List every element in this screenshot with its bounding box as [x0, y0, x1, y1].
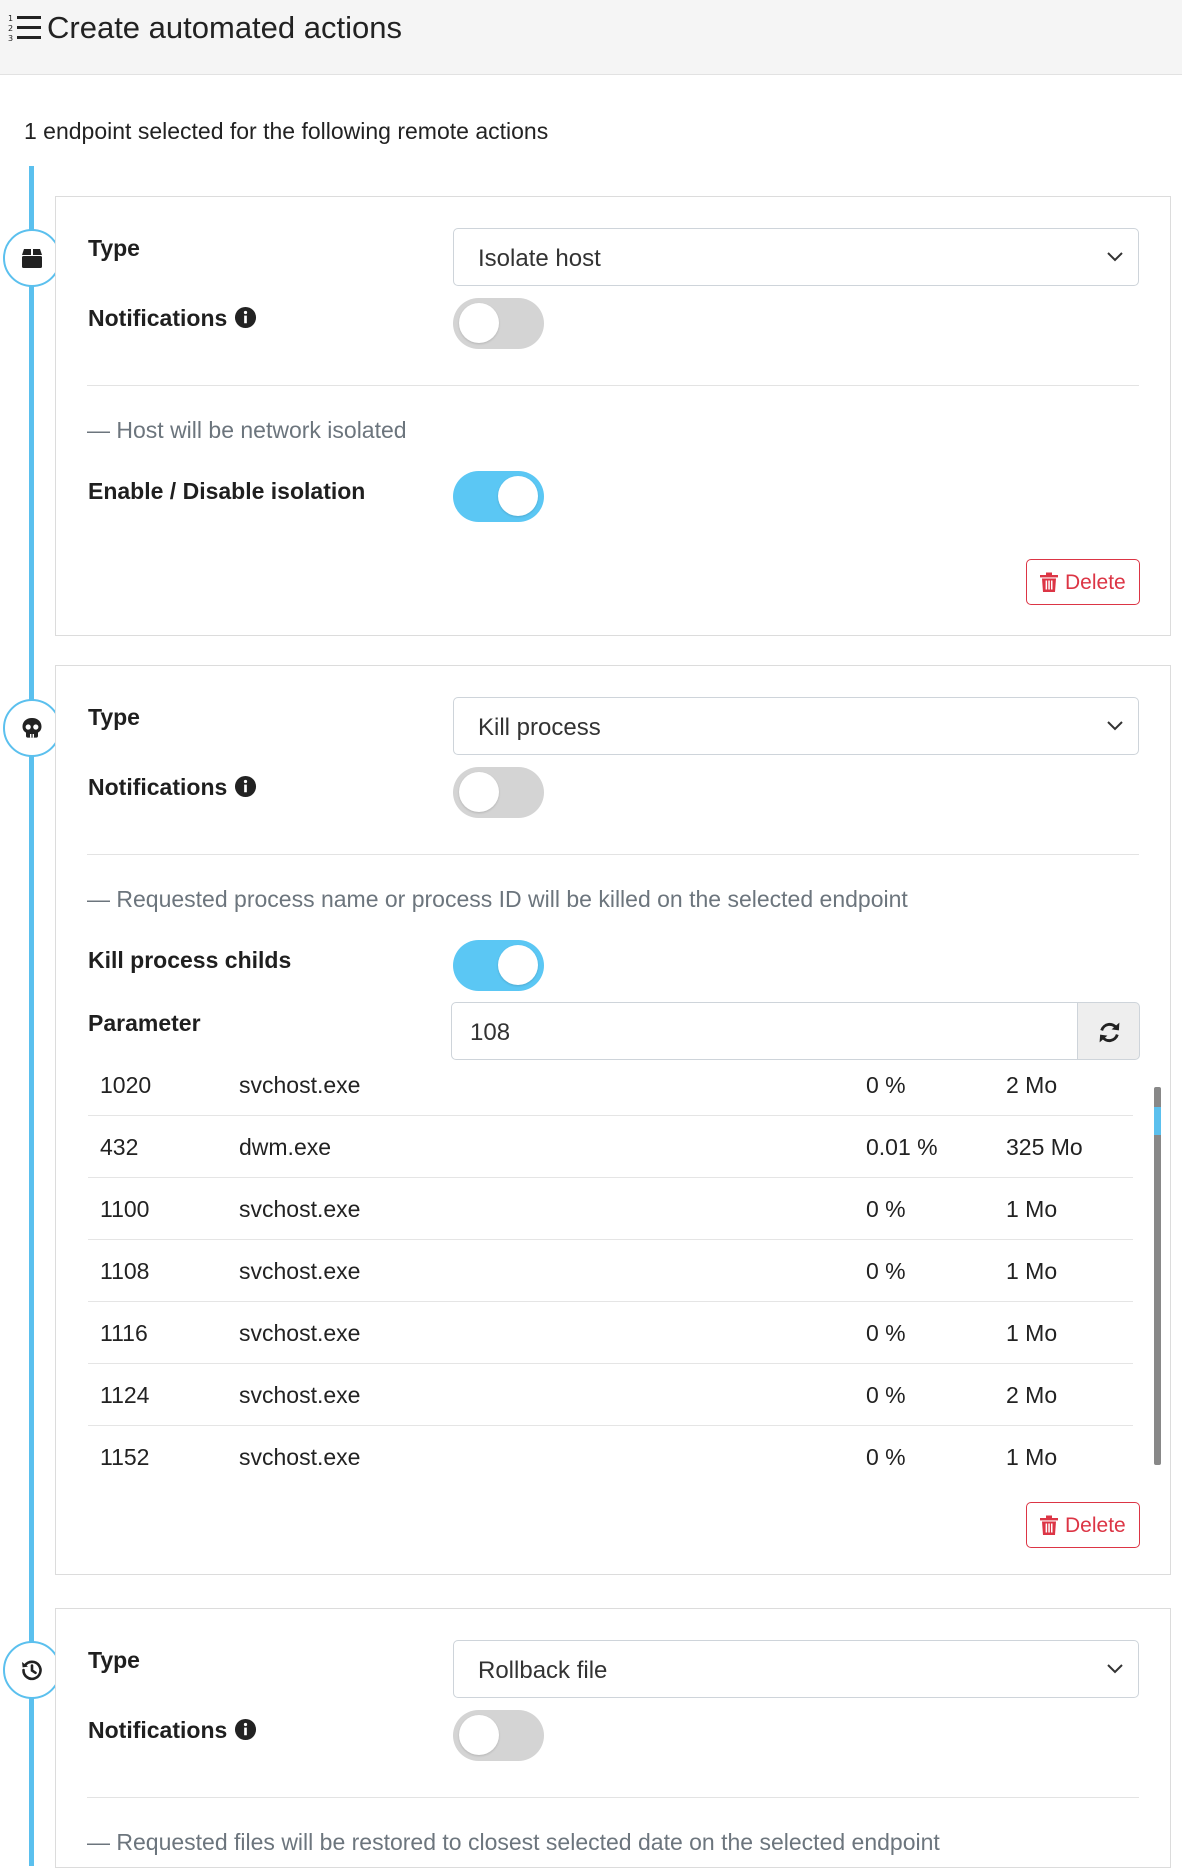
- divider: [87, 385, 1139, 386]
- timeline-line: [29, 166, 34, 1866]
- notifications-label: Notifications: [88, 305, 257, 332]
- list-ol-icon: [8, 13, 42, 43]
- skull-icon: [20, 716, 44, 740]
- svg-text:3: 3: [8, 34, 14, 43]
- svg-text:1: 1: [8, 14, 14, 23]
- action-card-rollback-file: [55, 1608, 1171, 1868]
- divider: [87, 854, 1139, 855]
- page-header: [0, 0, 1182, 75]
- parameter-value: 108: [470, 1019, 511, 1046]
- action-type-value: Isolate host: [478, 245, 601, 272]
- history-icon: [20, 1658, 44, 1682]
- notifications-toggle[interactable]: [453, 1710, 544, 1761]
- table-row[interactable]: 1152 svchost.exe 0 % 1 Mo: [100, 1444, 1058, 1470]
- timeline-node-isolate: [3, 229, 61, 287]
- chevron-down-icon: [1106, 1662, 1124, 1676]
- notifications-label: Notifications: [88, 774, 257, 801]
- divider: [87, 1797, 1139, 1798]
- table-row[interactable]: 432 dwm.exe 0.01 % 325 Mo: [88, 1116, 1133, 1178]
- parameter-input[interactable]: [451, 1002, 1078, 1060]
- type-label: Type: [88, 235, 140, 261]
- scrollbar-thumb[interactable]: [1154, 1107, 1161, 1135]
- trash-icon: [1039, 1515, 1059, 1536]
- action-card-isolate-host: [55, 196, 1171, 636]
- action-type-select[interactable]: [453, 697, 1139, 755]
- action-type-select[interactable]: [453, 1640, 1139, 1698]
- isolation-label: Enable / Disable isolation: [88, 478, 366, 504]
- action-description: — Requested process name or process ID will be killed on the selected endpoint: [87, 886, 908, 912]
- process-table[interactable]: [88, 1072, 1133, 1482]
- notifications-label: Notifications: [88, 1717, 257, 1744]
- info-circle-icon: [234, 775, 257, 798]
- action-description: — Requested files will be restored to closest selected date on the selected endpoint: [87, 1829, 940, 1855]
- page-title: Create automated actions: [47, 10, 402, 45]
- action-type-select[interactable]: [453, 228, 1139, 286]
- chevron-down-icon: [1106, 250, 1124, 264]
- trash-icon: [1039, 572, 1059, 593]
- kill-childs-toggle[interactable]: [453, 940, 544, 991]
- table-row[interactable]: 1108 svchost.exe 0 % 1 Mo: [88, 1240, 1133, 1302]
- svg-text:2: 2: [8, 24, 14, 33]
- action-type-value: Rollback file: [478, 1657, 608, 1684]
- table-row[interactable]: 1020 svchost.exe 0 % 2 Mo: [88, 1054, 1133, 1116]
- table-row[interactable]: 1116 svchost.exe 0 % 1 Mo: [88, 1302, 1133, 1364]
- notifications-toggle[interactable]: [453, 767, 544, 818]
- process-table-scrollbar[interactable]: [1154, 1087, 1161, 1465]
- action-type-value: Kill process: [478, 714, 601, 741]
- refresh-processes-button[interactable]: [1077, 1002, 1140, 1060]
- isolation-toggle[interactable]: [453, 471, 544, 522]
- action-card-kill-process: [55, 665, 1171, 1575]
- delete-button[interactable]: Delete: [1026, 559, 1140, 605]
- info-circle-icon: [234, 1718, 257, 1741]
- box-icon: [20, 246, 44, 270]
- type-label: Type: [88, 1647, 140, 1673]
- delete-button[interactable]: Delete: [1026, 1502, 1140, 1548]
- endpoint-selection-summary: 1 endpoint selected for the following remote actions: [24, 118, 549, 144]
- timeline-node-kill: [3, 699, 61, 757]
- timeline-node-rollback: [3, 1641, 61, 1699]
- refresh-icon: [1097, 1020, 1122, 1045]
- table-row[interactable]: 1100 svchost.exe 0 % 1 Mo: [88, 1178, 1133, 1240]
- chevron-down-icon: [1106, 719, 1124, 733]
- table-row[interactable]: 1124 svchost.exe 0 % 2 Mo: [88, 1364, 1133, 1426]
- type-label: Type: [88, 704, 140, 730]
- kill-childs-label: Kill process childs: [88, 947, 292, 973]
- info-circle-icon: [234, 306, 257, 329]
- parameter-label: Parameter: [88, 1010, 201, 1036]
- notifications-toggle[interactable]: [453, 298, 544, 349]
- action-description: — Host will be network isolated: [87, 417, 407, 443]
